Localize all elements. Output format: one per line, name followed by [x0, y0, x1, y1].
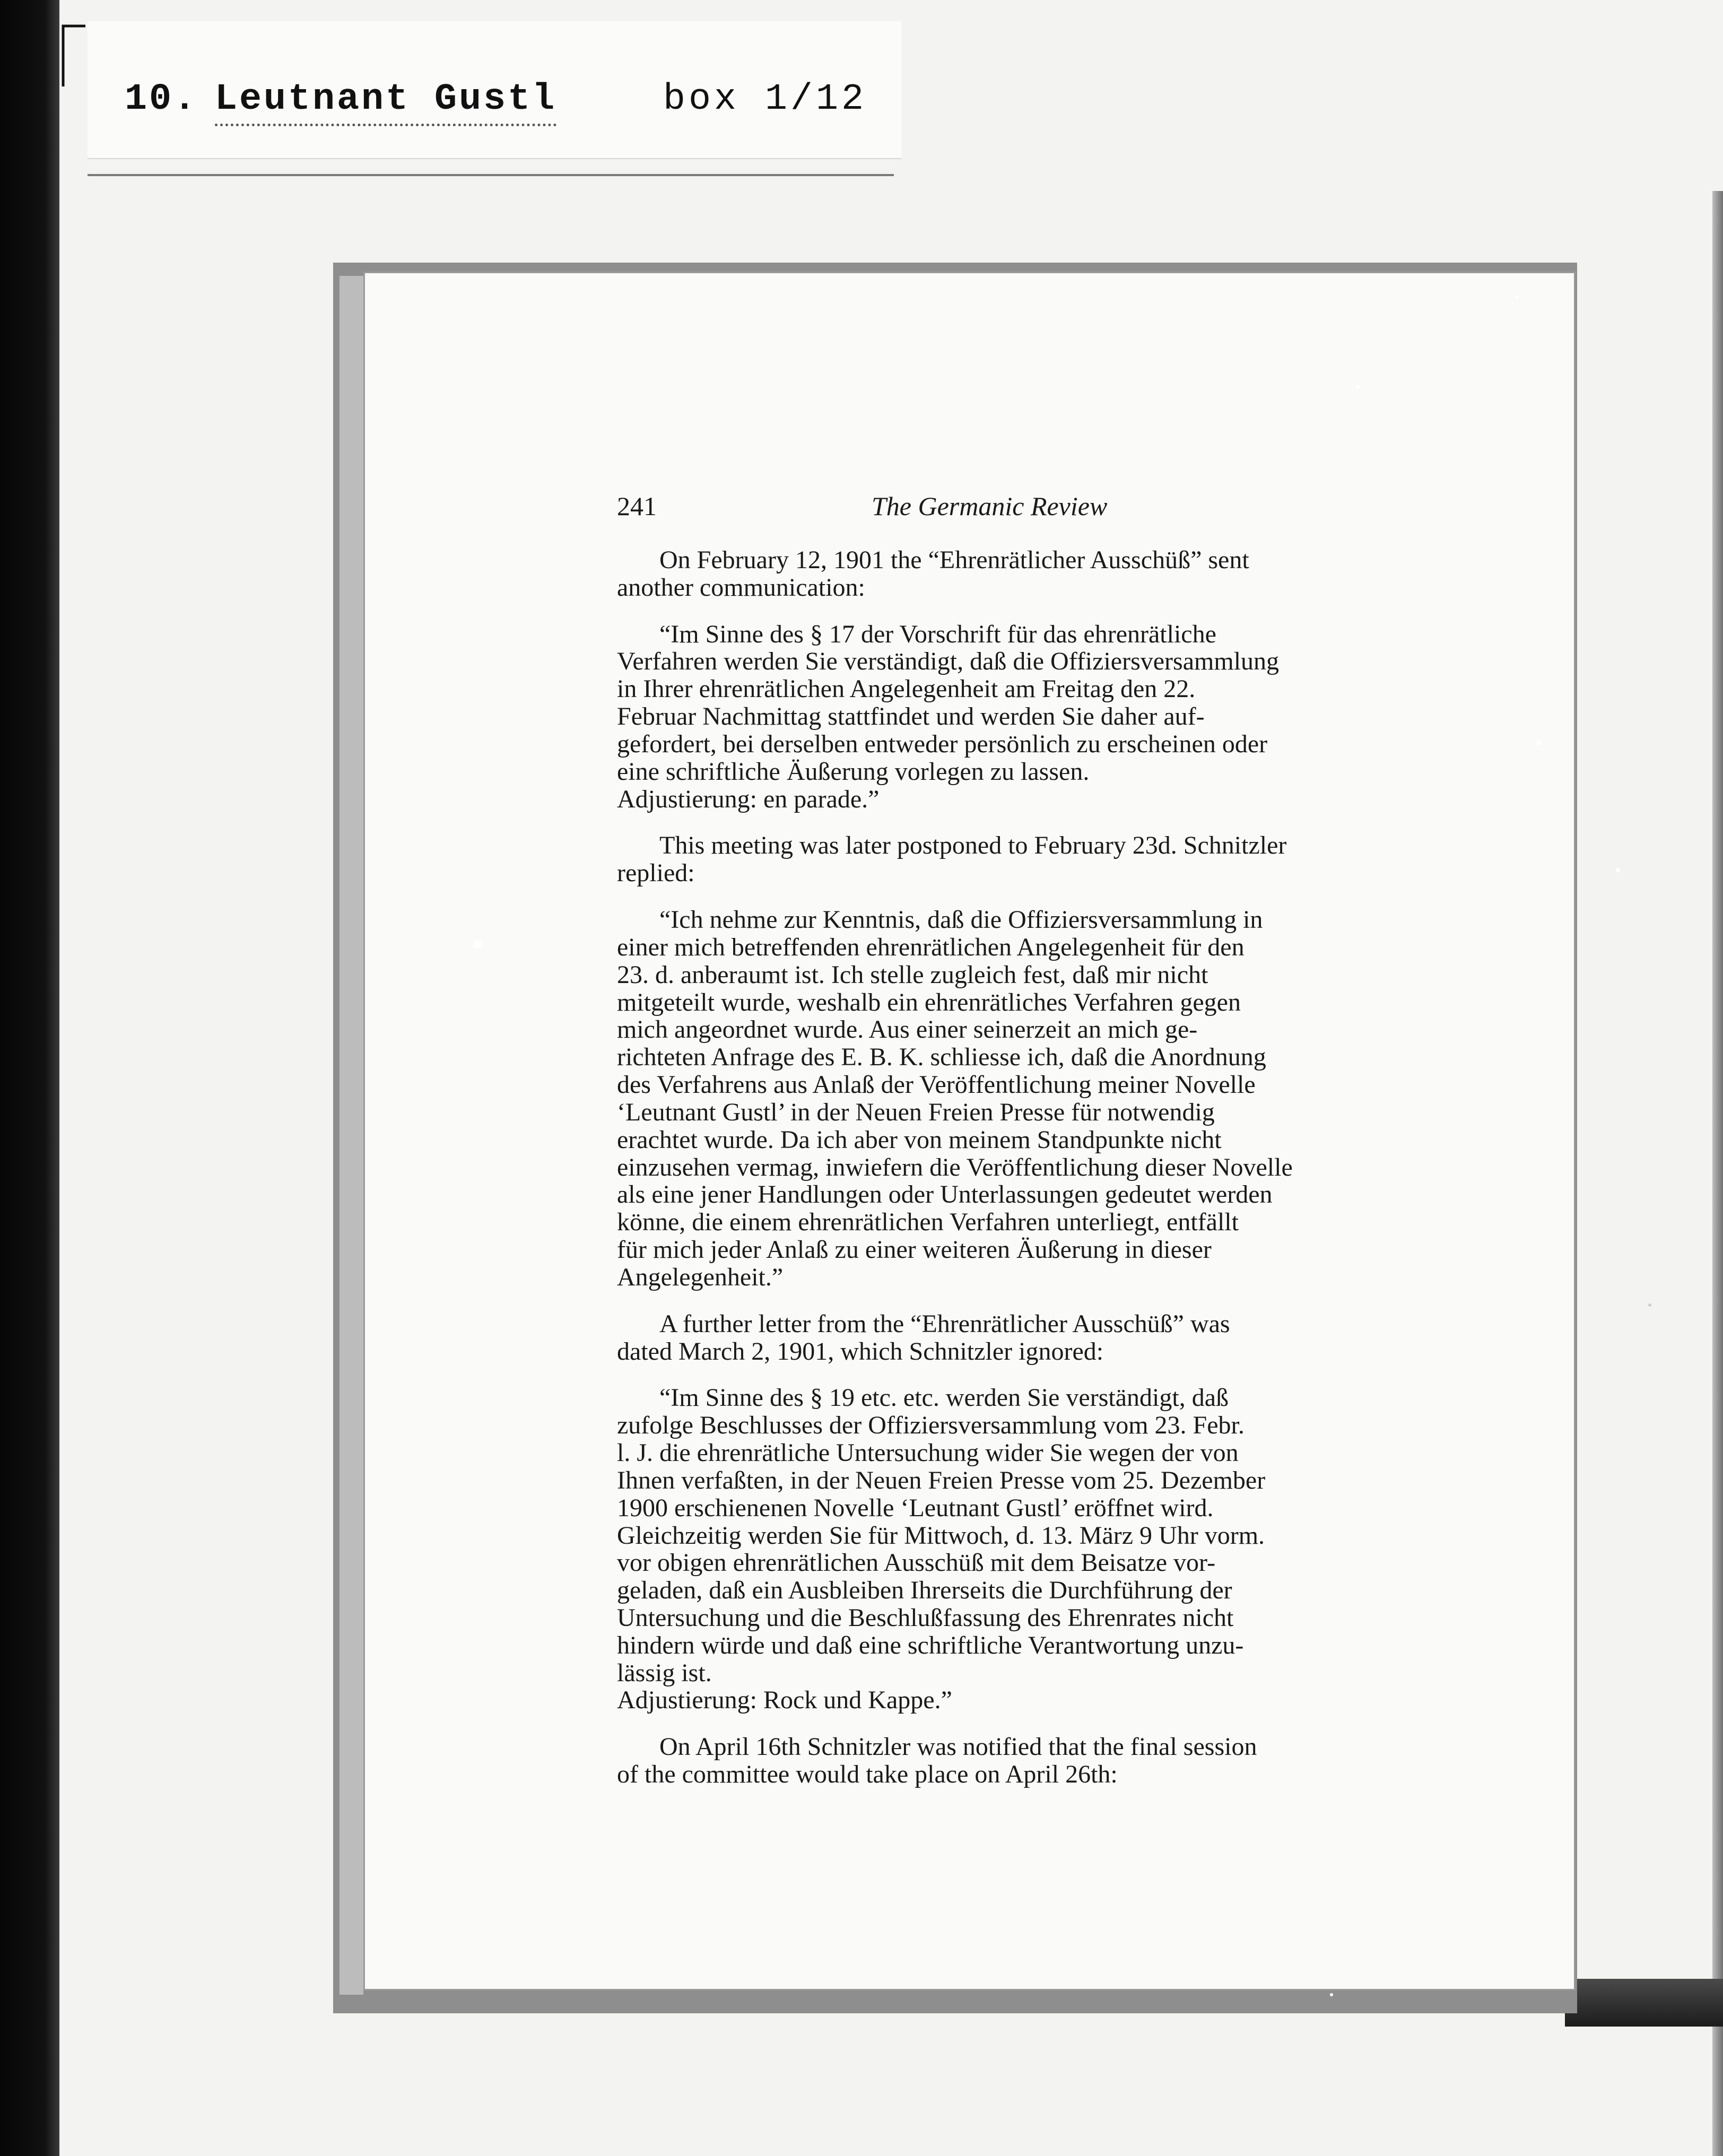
quoted-letter [617, 1384, 1376, 1714]
film-right-edge [1712, 191, 1723, 2156]
text-line: Adjustierung: Rock und Kappe.” [617, 1686, 952, 1715]
text-line: des Verfahrens aus Anlaß der Veröffentlichung meiner Novelle [617, 1071, 1256, 1099]
text-line: Gleichzeitig werden Sie für Mittwoch, d. 13. März 9 Uhr vorm. [617, 1521, 1265, 1550]
narrative-paragraph [617, 832, 1376, 887]
text-line: als eine jener Handlungen oder Unterlassungen gedeutet werden [617, 1180, 1273, 1209]
narrative-paragraph [617, 1733, 1376, 1788]
text-line: einzusehen vermag, inwiefern die Veröffentlichung dieser Novelle [617, 1153, 1293, 1181]
film-bottom-shadow [1565, 1979, 1723, 2027]
label-number: 10. [125, 79, 198, 120]
text-line: Angelegenheit.” [617, 1263, 784, 1291]
text-line: vor obigen ehrenrätlichen Ausschüß mit dem Beisatze vor- [617, 1549, 1216, 1577]
text-line: könne, die einem ehrenrätlichen Verfahren unterliegt, entfällt [617, 1208, 1239, 1237]
text-line: zufolge Beschlusses der Offiziersversammlung vom 23. Febr. [617, 1411, 1245, 1440]
text-line: mitgeteilt wurde, weshalb ein ehrenrätliches Verfahren gegen [617, 988, 1241, 1016]
text-line: This meeting was later postponed to February 23d. Schnitzler [659, 831, 1287, 860]
text-line: “Im Sinne des § 17 der Vorschrift für das ehrenrätliche [659, 620, 1216, 648]
narrative-paragraph [617, 546, 1376, 602]
text-line: einer mich betreffenden ehrenrätlichen Angelegenheit für den [617, 933, 1245, 961]
corner-registration-mark [61, 24, 86, 88]
text-line: replied: [617, 859, 695, 888]
quoted-letter [617, 621, 1376, 813]
text-line: gefordert, bei derselben entweder persönlich zu erscheinen oder [617, 729, 1268, 758]
text-line: richteten Anfrage des E. B. K. schliesse ich, daß die Anordnung [617, 1043, 1266, 1072]
text-line: ‘Leutnant Gustl’ in der Neuen Freien Presse für notwendig [617, 1098, 1215, 1126]
quoted-letter [617, 906, 1376, 1291]
label-title: Leutnant Gustl [215, 79, 556, 126]
text-line: A further letter from the “Ehrenrätlicher Ausschüß” was [659, 1309, 1230, 1338]
page-number: 241 [617, 491, 657, 521]
text-line: of the committee would take place on April 26th: [617, 1760, 1118, 1789]
running-head: The Germanic Review [872, 491, 1108, 521]
text-line: l. J. die ehrenrätliche Untersuchung wider Sie wegen der von [617, 1439, 1239, 1467]
text-line: “Ich nehme zur Kenntnis, daß die Offiziersversammlung in [659, 906, 1263, 934]
narrative-paragraph [617, 1310, 1376, 1366]
text-line: On April 16th Schnitzler was notified that the final session [659, 1733, 1257, 1761]
label-box-number: box 1/12 [663, 79, 867, 120]
text-line: Adjustierung: en parade.” [617, 785, 880, 813]
text-line: hindern würde und daß eine schriftliche Verantwortung unzu- [617, 1631, 1244, 1659]
label-divider [88, 174, 894, 176]
article-body [617, 546, 1376, 1807]
text-line: geladen, daß ein Ausbleiben Ihrerseits die Durchführung der [617, 1576, 1232, 1605]
text-line: another communication: [617, 573, 865, 602]
text-line: lässig ist. [617, 1658, 712, 1687]
text-line: Verfahren werden Sie verständigt, daß die Offiziersversammlung [617, 647, 1280, 676]
text-line: eine schriftliche Äußerung vorlegen zu lassen. [617, 757, 1090, 786]
text-line: “Im Sinne des § 19 etc. etc. werden Sie verständigt, daß [659, 1384, 1229, 1412]
text-line: 1900 erschienenen Novelle ‘Leutnant Gustl’ eröffnet wird. [617, 1493, 1214, 1522]
text-line: On February 12, 1901 the “Ehrenrätlicher Ausschüß” sent [659, 546, 1249, 574]
text-line: Ihnen verfaßten, in der Neuen Freien Presse vom 25. Dezember [617, 1466, 1266, 1494]
film-left-border [0, 0, 59, 2156]
text-line: mich angeordnet wurde. Aus einer seinerzeit an mich ge- [617, 1015, 1198, 1044]
text-line: 23. d. anberaumt ist. Ich stelle zugleich fest, daß mir nicht [617, 960, 1208, 989]
text-line: erachtet wurde. Da ich aber von meinem Standpunkte nicht [617, 1125, 1222, 1154]
text-line: dated March 2, 1901, which Schnitzler ignored: [617, 1337, 1104, 1366]
page-gutter [340, 276, 363, 1995]
text-line: für mich jeder Anlaß zu einer weiteren Äußerung in dieser [617, 1236, 1212, 1264]
text-line: Februar Nachmittag stattfindet und werden Sie daher auf- [617, 702, 1205, 731]
text-line: in Ihrer ehrenrätlichen Angelegenheit am Freitag den 22. [617, 675, 1196, 703]
text-line: Untersuchung und die Beschlußfassung des Ehrenrates nicht [617, 1603, 1234, 1632]
archive-label-card [88, 21, 902, 158]
